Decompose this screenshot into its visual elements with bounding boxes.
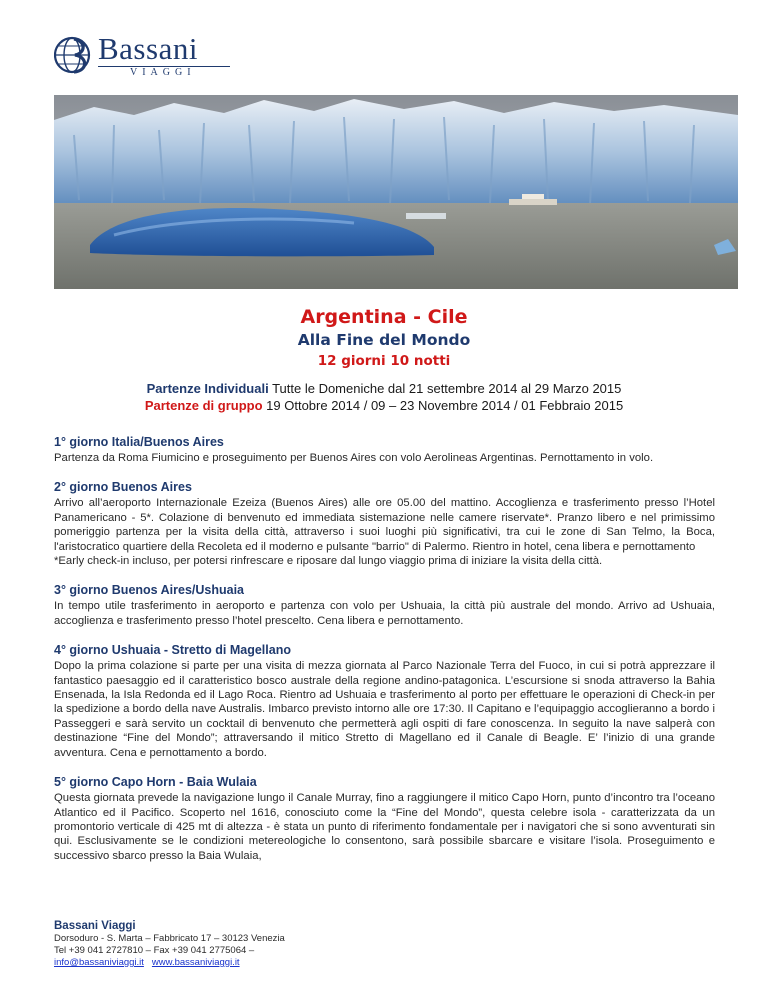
day-title: 4° giorno Ushuaia - Stretto di Magellano — [54, 643, 291, 658]
footer-website-link[interactable]: www.bassaniviaggi.it — [151, 957, 240, 968]
day-title: 2° giorno Buenos Aires — [54, 480, 192, 495]
footer-links — [54, 957, 454, 969]
day-description: In tempo utile trasferimento in aeroporto e partenza con volo per Ushuaia, la città più australe del mondo. Arrivo ad Ushuaia, accoglienza e trasferimento presso l’hotel prescelto. Cena libera e pernottamento. — [54, 600, 715, 627]
footer-email-link[interactable]: info@bassaniviaggi.it — [54, 957, 144, 968]
footer-contact — [54, 919, 454, 969]
day-title: 3° giorno Buenos Aires/Ushuaia — [54, 583, 244, 598]
footer-company-name: Bassani Viaggi — [54, 920, 136, 932]
itinerary-day — [54, 582, 715, 628]
departures-block — [0, 380, 768, 414]
tour-subtitle: Alla Fine del Mondo — [297, 331, 471, 349]
departure-individual-text: Tutte le Domeniche dal 21 settembre 2014 al 29 Marzo 2015 — [268, 381, 622, 396]
itinerary-day — [54, 479, 715, 568]
logo-wordmark: Bassani — [98, 31, 198, 66]
itinerary-day — [54, 642, 715, 760]
hero-glacier-image — [54, 95, 738, 289]
day-description: Arrivo all’aeroporto Internazionale Ezeiza (Buenos Aires) alle ore 05.00 del mattino. Accoglienza e trasferimento presso l’Hotel Panamericano - 5*. Colazione di benvenuto ed immediata sistemazione nelle camere riservate*. Pranzo libero e nel primissimo pomeriggio partenza per la visita della città, attraverso i suoi luoghi più significativi, tra cui le zone di San Telmo, la Boca, l'aristocratico quartiere della Recoleta ed il moderno e pulsante "barrio" di Palermo. Rientro in hotel, cena libera e pernottamento — [54, 497, 715, 553]
globe-icon — [54, 33, 94, 77]
day-description: Partenza da Roma Fiumicino e proseguimento per Buenos Aires con volo Aerolineas Argentinas. Pernottamento in volo. — [54, 452, 654, 464]
day-title: 5° giorno Capo Horn - Baia Wulaia — [54, 775, 257, 790]
glacier-photo-icon — [54, 95, 738, 289]
day-description: Dopo la prima colazione si parte per una visita di mezza giornata al Parco Nazionale Terra del Fuoco, in cui si potrà apprezzare il fantastico paesaggio ed il caratteristico bosco australe della regione andino-patagonica. L’escursione si snoda attraverso la Bahia Ensenada, la Isla Redonda ed il Lago Roca. Rientro ad Ushuaia e trasferimento al porto per effettuare le operazioni di Check-in per la spedizione a bordo della nave Australis. Imbarco previsto intorno alle ore 17:30. Il Capitano e l’equipaggio accoglieranno a bordo i Passeggeri e sarà servito un cocktail di benvenuto che permetterà agli ospiti di fare conoscenza. In seguito la nave salperà con destinazione “Fine del Mondo”; attraversando il mitico Stretto di Magellano ed il Canale di Beagle. E’ l’inizio di una grande avventura. Cena e pernottamento a bordo. — [54, 660, 715, 759]
day-description: Questa giornata prevede la navigazione lungo il Canale Murray, fino a raggiungere il mitico Capo Horn, punto d’incontro tra l’oceano Atlantico ed il Pacifico. Scoperto nel 1616, conosciuto come la “Fine del Mondo”, questa celebre isola - caratterizzata da un promontorio verticale di 425 mt di altezza - è stata un punto di riferimento fondamentale per i navigatori che si sono avventurati sin qui. Esclusivamente se le condizioni metereologiche lo consentono, sarà possibile sbarcare e visitare l’isola. Proseguimento e successivo sbarco presso la Baia Wulaia, — [54, 792, 715, 862]
departure-group-text: 19 Ottobre 2014 / 09 – 23 Novembre 2014 / 01 Febbraio 2015 — [262, 398, 624, 413]
departure-individual — [0, 380, 768, 397]
departure-group — [0, 397, 768, 414]
itinerary — [54, 434, 715, 877]
day-note: *Early check-in incluso, per potersi rinfrescare e riposare dal lungo viaggio prima di iniziare la visita della città. — [54, 555, 603, 568]
day-title: 1° giorno Italia/Buenos Aires — [54, 435, 224, 449]
footer-address: Dorsoduro - S. Marta – Fabbricato 17 – 30123 Venezia — [54, 933, 285, 944]
tour-title-block — [0, 305, 768, 371]
tour-title: Argentina - Cile — [300, 306, 468, 328]
tour-duration: 12 giorni 10 notti — [317, 353, 451, 369]
itinerary-day — [54, 434, 715, 465]
logo-subtitle: VIAGGI — [130, 67, 196, 78]
company-logo — [54, 33, 234, 78]
departure-individual-label: Partenze Individuali — [146, 381, 269, 396]
departure-group-label: Partenze di gruppo — [144, 398, 263, 413]
itinerary-day — [54, 774, 715, 863]
footer-phone: Tel +39 041 2727810 – Fax +39 041 2775064 – — [54, 945, 255, 956]
